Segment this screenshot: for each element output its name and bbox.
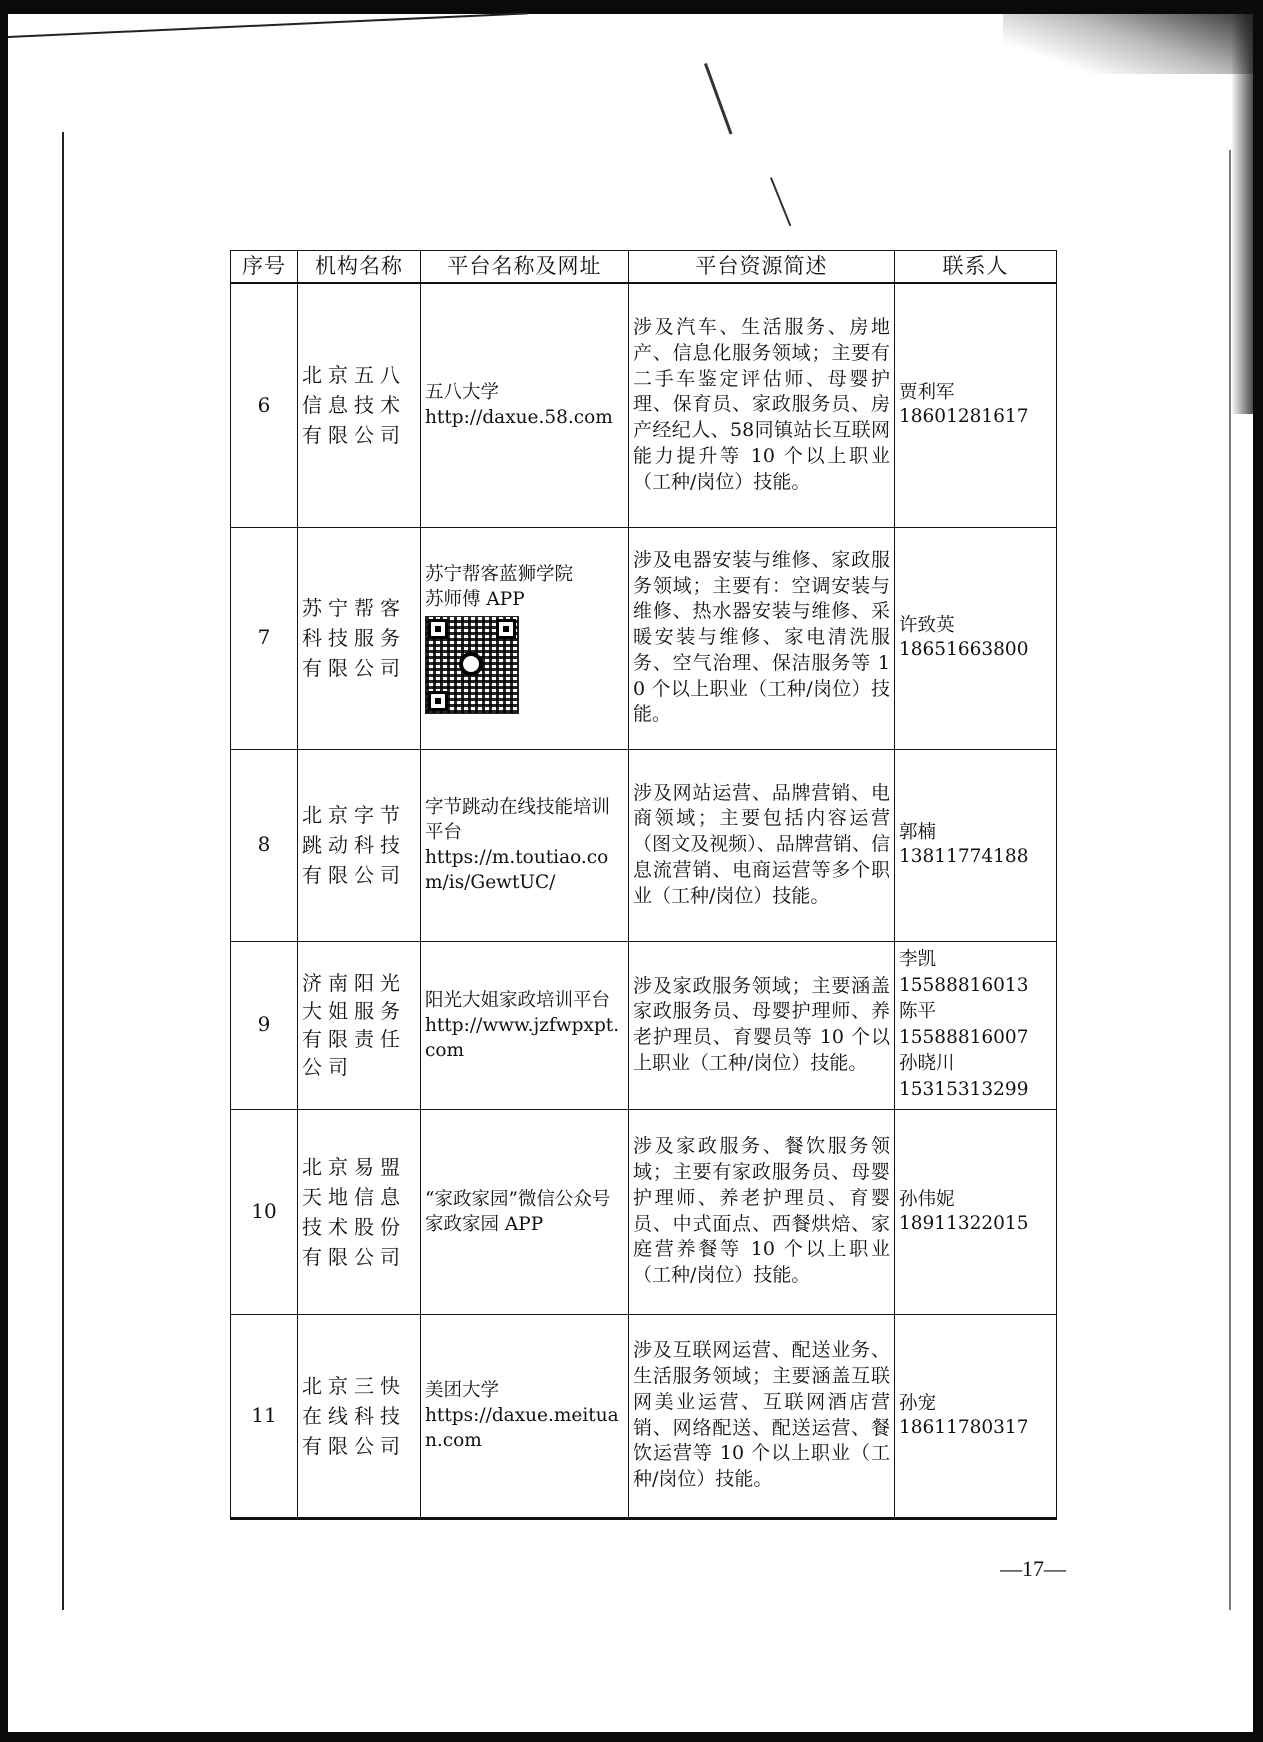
scan-border-top [0,0,1263,14]
scan-border-right [1253,0,1263,1742]
organization-line: 在线科技 [302,1403,406,1428]
platform-cell [421,1109,629,1314]
organization-line: 技术股份 [302,1214,406,1239]
organization-cell [298,941,421,1109]
contact-name: 孙伟妮 [899,1188,955,1210]
platform-name: 字节跳动在线技能培训平台 [425,797,611,843]
organization-line: 天地信息 [302,1184,406,1209]
organization-line: 北京三快 [302,1373,406,1398]
table-header-row [231,251,1057,284]
header-serial-number: 序号 [231,251,298,284]
table-row [231,1314,1057,1518]
platform-cell [421,527,629,749]
description-cell: 涉及网站运营、品牌营销、电商领域；主要包括内容运营（图文及视频）、品牌营销、信息流营销、电商运营等多个职业（工种/岗位）技能。 [629,749,895,941]
scan-border-bottom [0,1732,1263,1742]
organization-cell [298,749,421,941]
platform-resource-table [230,250,1057,1520]
page-number: —17— [1000,1556,1066,1581]
page-margin-rule-left [62,132,64,1610]
qr-finder-pattern [428,691,448,711]
table-row [231,1109,1057,1314]
contact-phone: 18601281617 [899,406,1029,428]
platform-app-name: 苏师傅 APP [425,589,525,610]
organization-line: 跳动科技 [302,833,406,857]
serial-number-cell: 9 [231,941,298,1109]
organization-cell [298,1314,421,1518]
organization-line: 北京易盟 [302,1154,406,1179]
platform-cell [421,283,629,527]
page-margin-rule-right [1229,150,1231,1610]
contact-cell [895,527,1057,749]
platform-url: https://daxue.meituan.com [425,1405,619,1451]
organization-line: 有限公司 [302,1244,406,1269]
contact-cell [895,749,1057,941]
platform-cell [421,1314,629,1518]
platform-cell [421,749,629,941]
serial-number-cell: 6 [231,283,298,527]
contact-name: 陈平 [899,1001,937,1022]
platform-name: 阳光大姐家政培训平台 [425,989,611,1011]
description-cell: 涉及互联网运营、配送业务、生活服务领域；主要涵盖互联网美业运营、互联网酒店营销、网络配送、配送运营、餐饮运营等 10 个以上职业（工种/岗位）技能。 [629,1314,895,1518]
contact-cell [895,941,1057,1109]
platform-url: http://daxue.58.com [425,407,613,429]
platform-name: 苏宁帮客蓝狮学院 [425,564,574,585]
contact-phone: 15588816007 [899,1027,1029,1048]
organization-line: 公司 [302,1055,354,1079]
contact-cell [895,1314,1057,1518]
platform-wechat-account: “家政家园”微信公众号 [425,1188,611,1210]
scan-fold-line [8,12,528,38]
description-cell: 涉及汽车、生活服务、房地产、信息化服务领域；主要有二手车鉴定评估师、母婴护理、保育员、家政服务员、房产经纪人、58同镇站长互联网能力提升等 10 个以上职业（工种/岗位）技能。 [629,283,895,527]
organization-line: 北京五八 [302,363,406,388]
organization-cell [298,1109,421,1314]
organization-line: 有限公司 [302,656,406,680]
table-row [231,941,1057,1109]
platform-name: 五八大学 [425,382,500,404]
organization-line: 大姐服务 [302,999,406,1023]
scan-streak [770,177,791,226]
header-contact: 联系人 [895,251,1057,284]
organization-line: 北京字节 [302,803,406,827]
header-organization-name: 机构名称 [298,251,421,284]
organization-cell [298,283,421,527]
contact-name: 李凯 [899,949,937,970]
organization-line: 有限公司 [302,863,406,887]
serial-number-cell: 10 [231,1109,298,1314]
qr-code-icon [425,616,519,714]
contact-name: 许致英 [899,615,955,636]
organization-line: 信息技术 [302,393,406,418]
organization-cell [298,527,421,749]
platform-cell [421,941,629,1109]
serial-number-cell: 11 [231,1314,298,1518]
platform-url: https://m.toutiao.com/is/GewtUC/ [425,847,609,893]
table-row [231,527,1057,749]
scan-corner-shadow [1003,14,1253,74]
platform-name: 美团大学 [425,1380,500,1401]
description-cell: 涉及家政服务、餐饮服务领域；主要有家政服务员、母婴护理师、养老护理员、育婴员、中式面点、西餐烘焙、家庭营养餐等 10 个以上职业（工种/岗位）技能。 [629,1109,895,1314]
contact-phone: 13811774188 [899,846,1029,867]
organization-line: 有限责任 [302,1027,406,1051]
contact-cell [895,283,1057,527]
organization-line: 济南阳光 [302,971,406,995]
serial-number-cell: 8 [231,749,298,941]
contact-phone: 15315313299 [899,1079,1029,1100]
contact-name: 贾利军 [899,382,955,404]
description-cell: 涉及家政服务领域；主要涵盖家政服务员、母婴护理师、养老护理员、育婴员等 10 个以上职业（工种/岗位）技能。 [629,941,895,1109]
qr-finder-pattern [496,619,516,639]
contact-phone: 18651663800 [899,639,1029,660]
contact-cell [895,1109,1057,1314]
scan-edge-shadow [1231,14,1253,414]
table-row [231,749,1057,941]
description-cell: 涉及电器安装与维修、家政服务领域；主要有：空调安装与维修、热水器安装与维修、采暖安装与维修、家电清洗服务、空气治理、保洁服务等 10 个以上职业（工种/岗位）技能。 [629,527,895,749]
organization-line: 科技服务 [302,626,406,650]
organization-line: 苏宁帮客 [302,596,406,620]
scan-border-left [0,0,8,1742]
table-row [231,283,1057,527]
header-platform-name-url: 平台名称及网址 [421,251,629,284]
qr-finder-pattern [428,619,448,639]
qr-center-logo-icon [459,652,483,676]
platform-app-name: 家政家园 APP [425,1213,544,1235]
header-resource-description: 平台资源简述 [629,251,895,284]
contact-phone: 15588816013 [899,975,1029,996]
contact-phone: 18611780317 [899,1416,1029,1438]
contact-name: 孙宠 [899,1392,937,1414]
contact-phone: 18911322015 [899,1212,1029,1234]
contact-name: 孙晓川 [899,1053,955,1074]
scan-streak [704,63,732,135]
serial-number-cell: 7 [231,527,298,749]
platform-url: http://www.jzfwpxpt.com [425,1014,620,1061]
organization-line: 有限公司 [302,1433,406,1458]
contact-name: 郭楠 [899,822,937,843]
organization-line: 有限公司 [302,423,406,448]
